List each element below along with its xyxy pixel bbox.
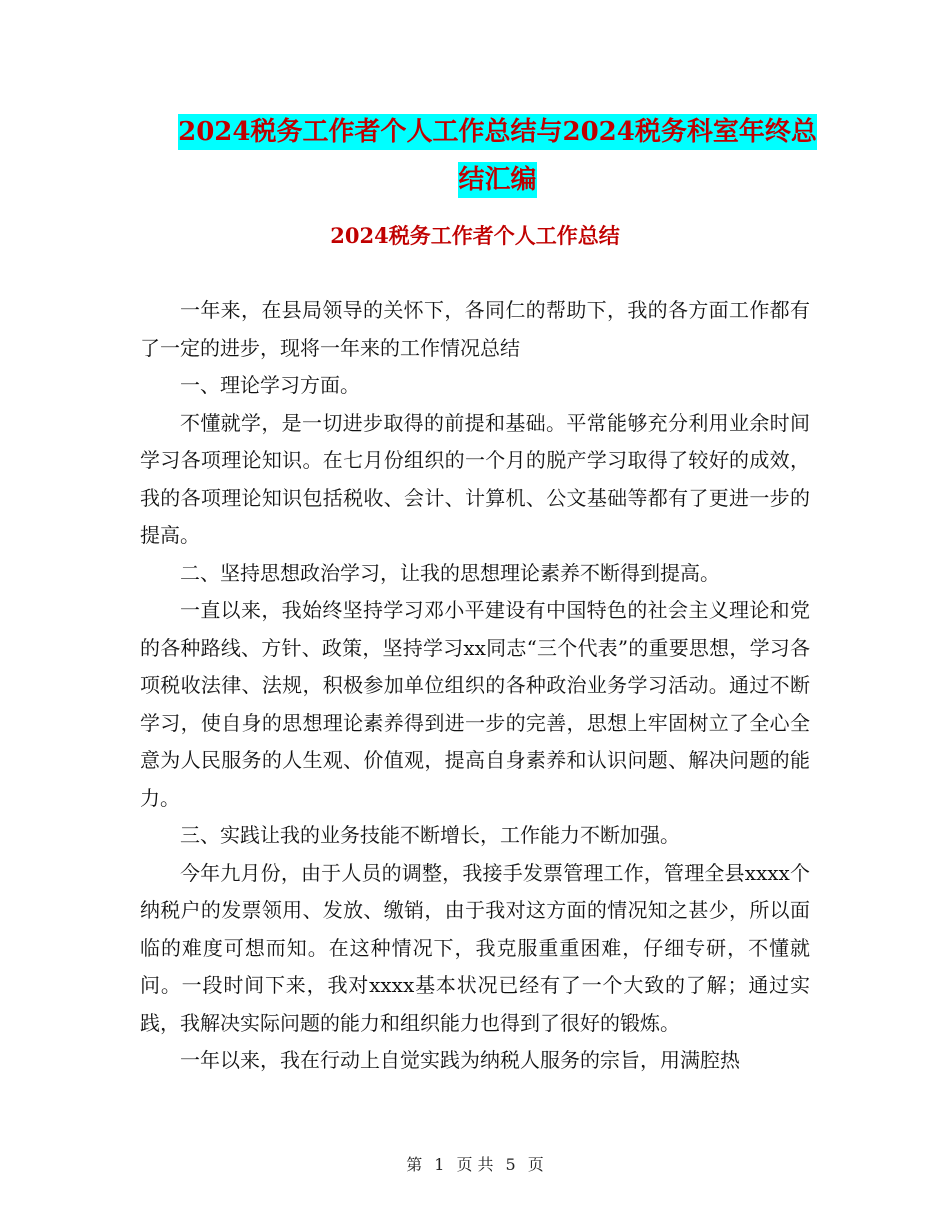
paragraph: 不懂就学，是一切进步取得的前提和基础。平常能够充分利用业余时间学习各项理论知识。在七月份组织的一个月的脱产学习取得了较好的成效，我的各项理论知识包括税收、会计、计算机、公文基础等都有了更进一步的提高。 xyxy=(140,410,810,547)
paragraph: 三、实践让我的业务技能不断增长，工作能力不断加强。 xyxy=(180,823,680,847)
section-title: 2024税务工作者个人工作总结 xyxy=(330,223,620,248)
footer-prefix: 第 xyxy=(406,1155,423,1174)
page-footer xyxy=(0,1153,950,1177)
paragraph: 一直以来，我始终坚持学习邓小平建设有中国特色的社会主义理论和党的各种路线、方针、政策，坚持学习xx同志“三个代表”的重要思想，学习各项税收法律、法规，积极参加单位组织的各种政治业务学习活动。通过不断学习，使自身的思想理论素养得到进一步的完善，思想上牢固树立了全心全意为人民服务的人生观、价值观，提高自身素养和认识问题、解决问题的能力。 xyxy=(140,598,810,810)
document-title xyxy=(140,108,855,204)
footer-mid: 页 共 xyxy=(456,1155,494,1174)
footer-page-number: 1 xyxy=(434,1155,445,1174)
document-body xyxy=(140,292,810,1080)
footer-total-pages: 5 xyxy=(505,1155,516,1174)
paragraph: 一、理论学习方面。 xyxy=(180,373,360,397)
document-title-line-1: 2024税务工作者个人工作总结与2024税务科室年终总 xyxy=(178,114,817,150)
paragraph: 二、坚持思想政治学习，让我的思想理论素养不断得到提高。 xyxy=(180,560,720,585)
footer-suffix: 页 xyxy=(527,1155,544,1174)
paragraph: 一年来，在县局领导的关怀下，各同仁的帮助下，我的各方面工作都有了一定的进步，现将一年来的工作情况总结 xyxy=(140,298,810,360)
paragraph: 今年九月份，由于人员的调整，我接手发票管理工作，管理全县xxxx个纳税户的发票领用、发放、缴销，由于我对这方面的情况知之甚少，所以面临的难度可想而知。在这种情况下，我克服重重困难，仔细专研，不懂就问。一段时间下来，我对xxxx基本状况已经有了一个大致的了解；通过实践，我解决实际问题的能力和组织能力也得到了很好的锻炼。 xyxy=(140,860,810,1035)
paragraph: 一年以来，我在行动上自觉实践为纳税人服务的宗旨，用满腔热 xyxy=(180,1048,740,1072)
document-title-line-2: 结汇编 xyxy=(458,162,536,198)
